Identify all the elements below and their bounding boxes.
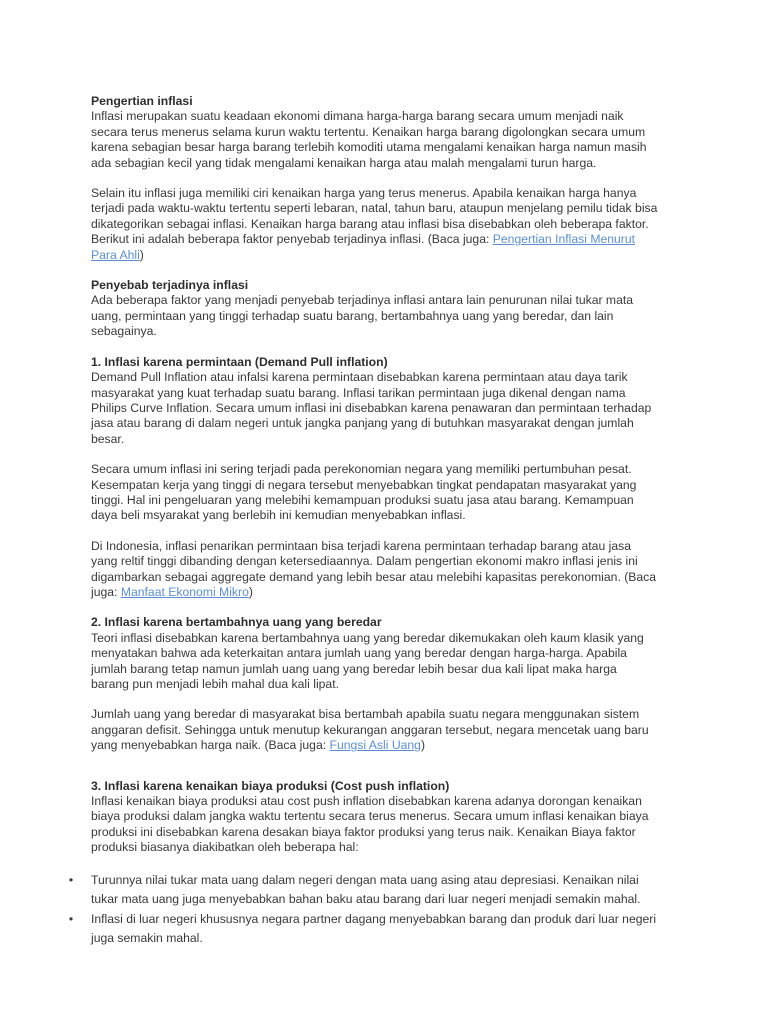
paragraph: Inflasi kenaikan biaya produksi atau cost push inflation disebabkan karena adanya dorongan kenaikan biaya produksi dalam jangka waktu tertentu secara terus menerus. Secara umum inflasi kenaikan biaya produksi ini disebabkan karena desakan biaya faktor produksi yang terus naik. Kenaikan Biaya faktor produksi biasanya diakibatkan oleh beberapa hal: xyxy=(91,794,649,855)
paragraph: Inflasi merupakan suatu keadaan ekonomi dimana harga-harga barang secara umum menjadi naik secara terus menerus selama kurun waktu tertentu. Kenaikan harga barang digolongkan secara umum karena sebagian besar harga barang terlebih komoditi utama mengalami kenaikan harga namun masih ada sebagian kecil yang tidak mengalami kenaikan harga atau malah mengalami turun harga. xyxy=(91,109,647,170)
list-item-text: Turunnya nilai tukar mata uang dalam negeri dengan mata uang asing atau depresiasi. Kenaikan nilai tukar mata uang juga menyebabkan bahan baku atau barang dari luar negeri menjadi semakin mahal. xyxy=(91,872,641,907)
list-item-text: Inflasi di luar negeri khususnya negara partner dagang menyebabkan barang dan produk dari luar negeri juga semakin mahal. xyxy=(91,911,657,946)
paragraph-with-link xyxy=(91,186,658,263)
bullet-icon: • xyxy=(68,872,74,887)
paragraph-text: Jumlah uang yang beredar di masyarakat bisa bertambah apabila suatu negara menggunakan sistem anggaran defisit. Sehingga untuk menutup kekurangan anggaran tersebut, negara mencetak uang baru yang menyebabkan harga naik. (Baca juga: xyxy=(91,707,649,753)
paragraph-text-end: ) xyxy=(248,584,253,599)
link-manfaat-ekonomi-mikro[interactable]: Manfaat Ekonomi Mikro xyxy=(120,584,249,599)
blank-line xyxy=(91,769,658,779)
paragraph-text: Di Indonesia, inflasi penarikan permintaan bisa terjadi karena permintaan terhadap barang atau jasa yang reltif tinggi dibanding dengan ketersediaannya. Dalam pengertian ekonomi makro inflasi jenis ini digambarkan sebagai aggregate demand yang lebih besar atau melebihi kapasitas perekonomian. (Baca juga: xyxy=(91,538,657,599)
list-item xyxy=(66,910,658,949)
paragraph-with-link xyxy=(91,707,658,753)
section-heading: Penyebab terjadinya inflasi xyxy=(91,278,249,293)
link-pengertian-inflasi-menurut-para-ahli[interactable]: Pengertian Inflasi Menurut Para Ahli xyxy=(91,232,636,262)
section-uang-beredar xyxy=(91,615,658,692)
paragraph: Ada beberapa faktor yang menjadi penyebab terjadinya inflasi antara lain penurunan nilai tukar mata uang, permintaan yang tinggi terhadap suatu barang, bertambahnya uang yang beredar, dan lain sebagainya. xyxy=(91,293,634,339)
section-cost-push xyxy=(91,779,658,856)
list-item xyxy=(66,871,658,910)
section-heading: 1. Inflasi karena permintaan (Demand Pull inflation) xyxy=(91,354,388,369)
section-heading: Pengertian inflasi xyxy=(91,94,193,108)
paragraph-with-link xyxy=(91,539,658,601)
section-pengertian-inflasi xyxy=(91,94,658,171)
section-demand-pull xyxy=(91,355,658,447)
paragraph: Secara umum inflasi ini sering terjadi pada perekonomian negara yang memiliki pertumbuhan pesat. Kesempatan kerja yang tinggi di negara tersebut menyebabkan tingkat pendapatan masyarakat yang tinggi. Hal ini pengeluaran yang melebihi kemampuan produksi suatu jasa atau barang. Kemampuan daya beli msyarakat yang berlebih ini kemudian menyebabkan inflasi. xyxy=(91,462,637,523)
paragraph: Demand Pull Inflation atau infalsi karena permintaan disebabkan karena permintaan atau daya tarik masyarakat yang kuat terhadap suatu barang. Inflasi tarikan permintaan juga dikenal dengan nama Philips Curve Inflation. Secara umum inflasi ini disebabkan karena penawaran dan permintaan terhadap jasa atau barang di dalam negeri untuk jangka panjang yang di butuhkan masyarakat dengan jumlah besar. xyxy=(91,370,652,446)
paragraph-text: Selain itu inflasi juga memiliki ciri kenaikan harga yang terus menerus. Apabila kenaikan harga hanya terjadi pada waktu-waktu tertentu seperti lebaran, natal, tahun baru, ataupun menjelang pemilu tidak bisa dikategorikan sebagai inflasi. Kenaikan harga barang atau inflasi bisa disebabkan oleh beberapa faktor. Berikut ini adalah beberapa faktor penyebab terjadinya inflasi. (Baca juga: xyxy=(91,186,658,247)
bullet-icon: • xyxy=(68,911,74,926)
link-fungsi-asli-uang[interactable]: Fungsi Asli Uang xyxy=(329,738,421,753)
section-heading: 3. Inflasi karena kenaikan biaya produksi (Cost push inflation) xyxy=(91,778,450,793)
section-heading: 2. Inflasi karena bertambahnya uang yang beredar xyxy=(91,615,382,630)
paragraph-text-end: ) xyxy=(420,738,426,753)
paragraph-text-end: ) xyxy=(139,247,144,262)
section-penyebab xyxy=(91,278,658,340)
paragraph: Teori inflasi disebabkan karena bertambahnya uang yang beredar dikemukakan oleh kaum klasik yang menyatakan bahwa ada keterkaitan antara jumlah uang yang beredar dengan harga-harga. Apabila jumlah barang tetap namun jumlah uang uang yang beredar lebih besar dua kali lipat maka harga barang pun menjadi lebih mahal dua kali lipat. xyxy=(91,630,644,691)
bullet-list xyxy=(66,871,658,949)
